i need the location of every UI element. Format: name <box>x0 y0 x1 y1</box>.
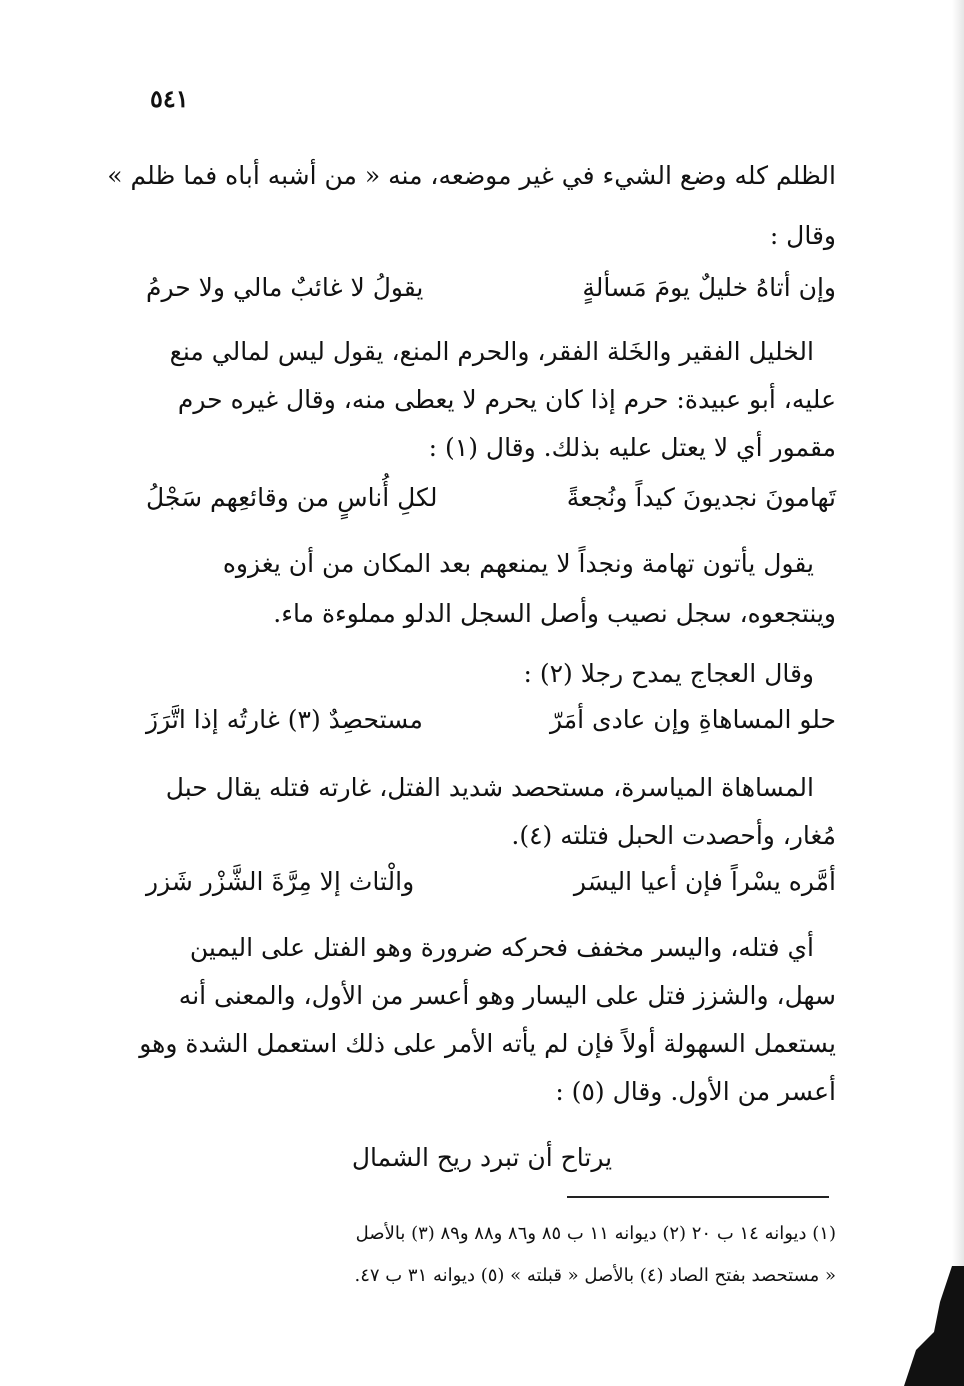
centered-verse: يرتاح أن تبرد ريح الشمال <box>351 1143 613 1172</box>
text-line: أي فتله، واليسر مخفف فحركه ضرورة وهو الفتل على اليمين <box>189 933 814 962</box>
page-number: ٥٤١ <box>150 84 189 113</box>
text-line: عليه، أبو عبيدة: حرم إذا كان يحرم لا يعطى منه، وقال غيره حرم <box>177 385 836 414</box>
text-line: أعسر من الأول. وقال (٥) : <box>555 1077 836 1106</box>
text-line: يقول يأتون تهامة ونجداً لا يمنعهم بعد المكان من أن يغزوه <box>222 549 814 578</box>
text-line: الخليل الفقير والخَلة الفقر، والحرم المنع، يقول ليس لمالي منع <box>169 337 814 366</box>
verse-first-hemistich: وإن أتاهُ خليلٌ يومَ مَسألةٍ <box>582 273 836 302</box>
text-line: المساهاة المياسرة، مستحصد شديد الفتل، غارته فتله يقال حبل <box>165 773 814 802</box>
verse-line <box>146 480 836 516</box>
scan-corner-blot <box>904 1266 964 1386</box>
verse-first-hemistich: تَهامونَ نجديونَ كيداً ونُجعةً <box>566 483 836 512</box>
text-line: وينتجعوه، سجل نصيب وأصل السجل الدلو مملوءة ماء. <box>273 599 836 628</box>
text-line: وقال العجاج يمدح رجلا (٢) : <box>523 659 814 688</box>
verse-line <box>146 864 836 900</box>
text-line: وقال : <box>769 221 836 250</box>
footnote-line: « مستحصد بفتح الصاد (٤) بالأصل « قبلته » (٥) ديوانه ٣١ ب ٤٧. <box>354 1265 836 1286</box>
verse-second-hemistich: والْتاث إلا مِرَّةَ الشَّزْر شَزر <box>146 867 415 896</box>
verse-line <box>146 270 836 306</box>
text-line: يستعمل السهولة أولاً فإن لم يأته الأمر على ذلك استعمل الشدة وهو <box>139 1029 836 1058</box>
text-line: مُغار، وأحصدت الحبل فتلته (٤). <box>511 821 836 850</box>
verse-second-hemistich: يقولُ لا غائبٌ مالي ولا حرمُ <box>146 273 424 302</box>
text-line: مقمور أي لا يعتل عليه بذلك. وقال (١) : <box>428 433 836 462</box>
footnote-divider <box>567 1196 829 1198</box>
text-line: الظلم كله وضع الشيء في غير موضعه، منه « من أشبه أباه فما ظلم » <box>107 161 836 190</box>
footnote-line: (١) ديوانه ١٤ ب ٢٠ (٢) ديوانه ١١ ب ٨٥ و٨٦ و٨٨ و٨٩ (٣) بالأصل <box>355 1223 836 1244</box>
verse-line <box>146 702 836 738</box>
verse-first-hemistich: أمَّره يسْراً فإن أعيا اليسَر <box>573 867 836 896</box>
verse-second-hemistich: لكلِ أُناسٍ من وقائعِهم سَجْلُ <box>146 483 438 512</box>
verse-first-hemistich: حلو المساهاةِ وإن عادى أمَرّ <box>549 705 836 734</box>
text-line: سهل، والشزز فتل على اليسار وهو أعسر من الأول، والمعنى أنه <box>178 981 836 1010</box>
verse-second-hemistich: مستحصِدٌ (٣) غارتُه إذا اتَّرَزَ <box>146 705 423 734</box>
scan-edge-shadow <box>952 0 964 1386</box>
